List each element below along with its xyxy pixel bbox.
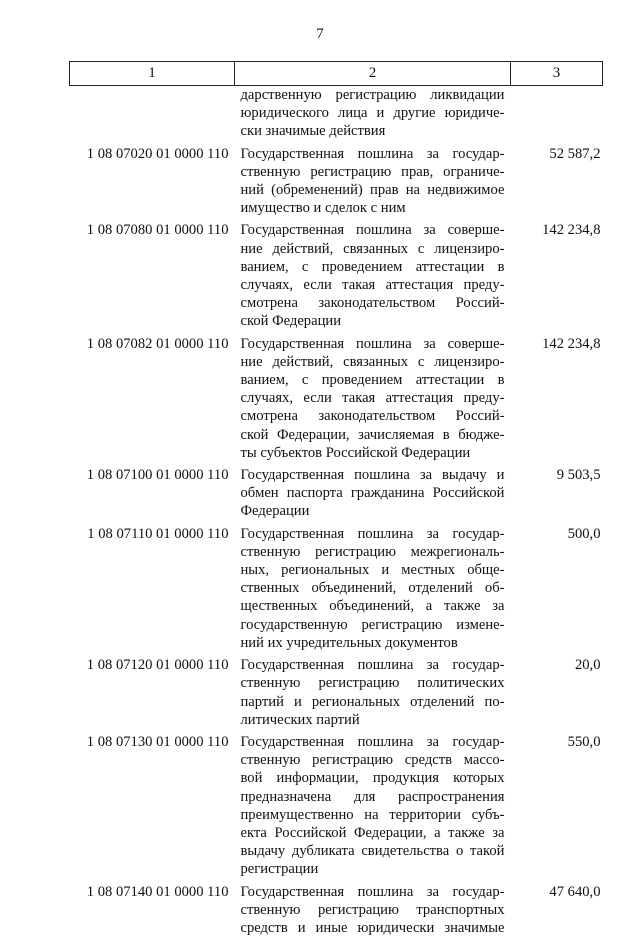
description-line: ственную регистрацию межрегиональ-	[241, 543, 505, 561]
header-row	[70, 62, 603, 86]
description-line: случаях, если такая аттестация преду-	[241, 389, 505, 407]
row-amount	[511, 86, 603, 145]
description-line: Государственная пошлина за государ-	[241, 656, 505, 674]
description-line: предназначена для распространения	[241, 788, 505, 806]
page-number: 7	[0, 26, 640, 43]
description-line: Государственная пошлина за соверше-	[241, 335, 505, 353]
row-code: 1 08 07130 01 0000 110	[70, 733, 235, 883]
description-line: ты субъектов Российской Федерации	[241, 444, 505, 462]
description-line: Государственная пошлина за государ-	[241, 733, 505, 751]
header-col-1: 1	[70, 62, 235, 86]
row-amount: 9 503,5	[511, 466, 603, 525]
description-line: Государственная пошлина за выдачу и	[241, 466, 505, 484]
table-row	[70, 145, 603, 222]
description-line: литических партий	[241, 711, 505, 729]
description-line: Государственная пошлина за соверше-	[241, 221, 505, 239]
row-description	[235, 86, 511, 145]
row-code: 1 08 07110 01 0000 110	[70, 525, 235, 656]
row-amount: 550,0	[511, 733, 603, 883]
row-description	[235, 733, 511, 883]
description-line: ственную регистрацию политических	[241, 674, 505, 692]
table-row	[70, 466, 603, 525]
description-line: регистрации	[241, 860, 505, 878]
description-line: ственную регистрацию прав, ограниче-	[241, 163, 505, 181]
row-description	[235, 145, 511, 222]
description-line: ской Федерации	[241, 312, 505, 330]
description-line: Государственная пошлина за государ-	[241, 145, 505, 163]
row-code: 1 08 07140 01 0000 110	[70, 883, 235, 941]
description-line: Федерации	[241, 502, 505, 520]
table-row	[70, 221, 603, 334]
header-col-2: 2	[235, 62, 511, 86]
description-line: преимущественно на территории субъ-	[241, 806, 505, 824]
description-line: ние действий, связанных с лицензиро-	[241, 353, 505, 371]
table-row	[70, 525, 603, 656]
row-amount: 52 587,2	[511, 145, 603, 222]
description-line: средств и иные юридически значимые	[241, 919, 505, 937]
row-description	[235, 656, 511, 733]
row-code: 1 08 07020 01 0000 110	[70, 145, 235, 222]
description-line: партий и региональных отделений по-	[241, 693, 505, 711]
row-description	[235, 466, 511, 525]
row-amount: 142 234,8	[511, 335, 603, 466]
description-line: случаях, если такая аттестация преду-	[241, 276, 505, 294]
table-row	[70, 733, 603, 883]
row-code: 1 08 07100 01 0000 110	[70, 466, 235, 525]
table-body	[70, 86, 603, 941]
table-row	[70, 656, 603, 733]
description-line: вой информации, продукция которых	[241, 769, 505, 787]
description-line: ски значимые действия	[241, 122, 505, 140]
description-line: ние действий, связанных с лицензиро-	[241, 240, 505, 258]
row-code: 1 08 07120 01 0000 110	[70, 656, 235, 733]
row-amount: 47 640,0	[511, 883, 603, 941]
description-line: Государственная пошлина за государ-	[241, 525, 505, 543]
description-line: государственную регистрацию измене-	[241, 616, 505, 634]
row-description	[235, 221, 511, 334]
row-code: 1 08 07082 01 0000 110	[70, 335, 235, 466]
description-line: екта Российской Федерации, а также за	[241, 824, 505, 842]
description-line: ных, региональных и местных обще-	[241, 561, 505, 579]
row-amount: 20,0	[511, 656, 603, 733]
row-description	[235, 525, 511, 656]
description-line: дарственную регистрацию ликвидации	[241, 86, 505, 104]
description-line: имущество и сделок с ним	[241, 199, 505, 217]
row-description	[235, 335, 511, 466]
header-col-3: 3	[511, 62, 603, 86]
row-amount: 142 234,8	[511, 221, 603, 334]
table-row	[70, 86, 603, 145]
description-line: ственную регистрацию транспортных	[241, 901, 505, 919]
row-code: 1 08 07080 01 0000 110	[70, 221, 235, 334]
table-row	[70, 335, 603, 466]
row-amount: 500,0	[511, 525, 603, 656]
description-line: смотрена законодательством Россий-	[241, 407, 505, 425]
table-row	[70, 883, 603, 941]
description-line: ственную регистрацию средств массо-	[241, 751, 505, 769]
description-line: выдачу дубликата свидетельства о такой	[241, 842, 505, 860]
budget-table	[69, 61, 603, 941]
description-line: щественных объединений, а также за	[241, 597, 505, 615]
description-line: ний (обременений) прав на недвижимое	[241, 181, 505, 199]
description-line: ний их учредительных документов	[241, 634, 505, 652]
description-line: ванием, с проведением аттестации в	[241, 258, 505, 276]
description-line: обмен паспорта гражданина Российской	[241, 484, 505, 502]
description-line: юридического лица и другие юридиче-	[241, 104, 505, 122]
row-description	[235, 883, 511, 941]
description-line: ской Федерации, зачисляемая в бюдже-	[241, 426, 505, 444]
description-line: ванием, с проведением аттестации в	[241, 371, 505, 389]
row-code	[70, 86, 235, 145]
description-line: Государственная пошлина за государ-	[241, 883, 505, 901]
description-line: смотрена законодательством Россий-	[241, 294, 505, 312]
description-line: ственных объединений, отделений об-	[241, 579, 505, 597]
